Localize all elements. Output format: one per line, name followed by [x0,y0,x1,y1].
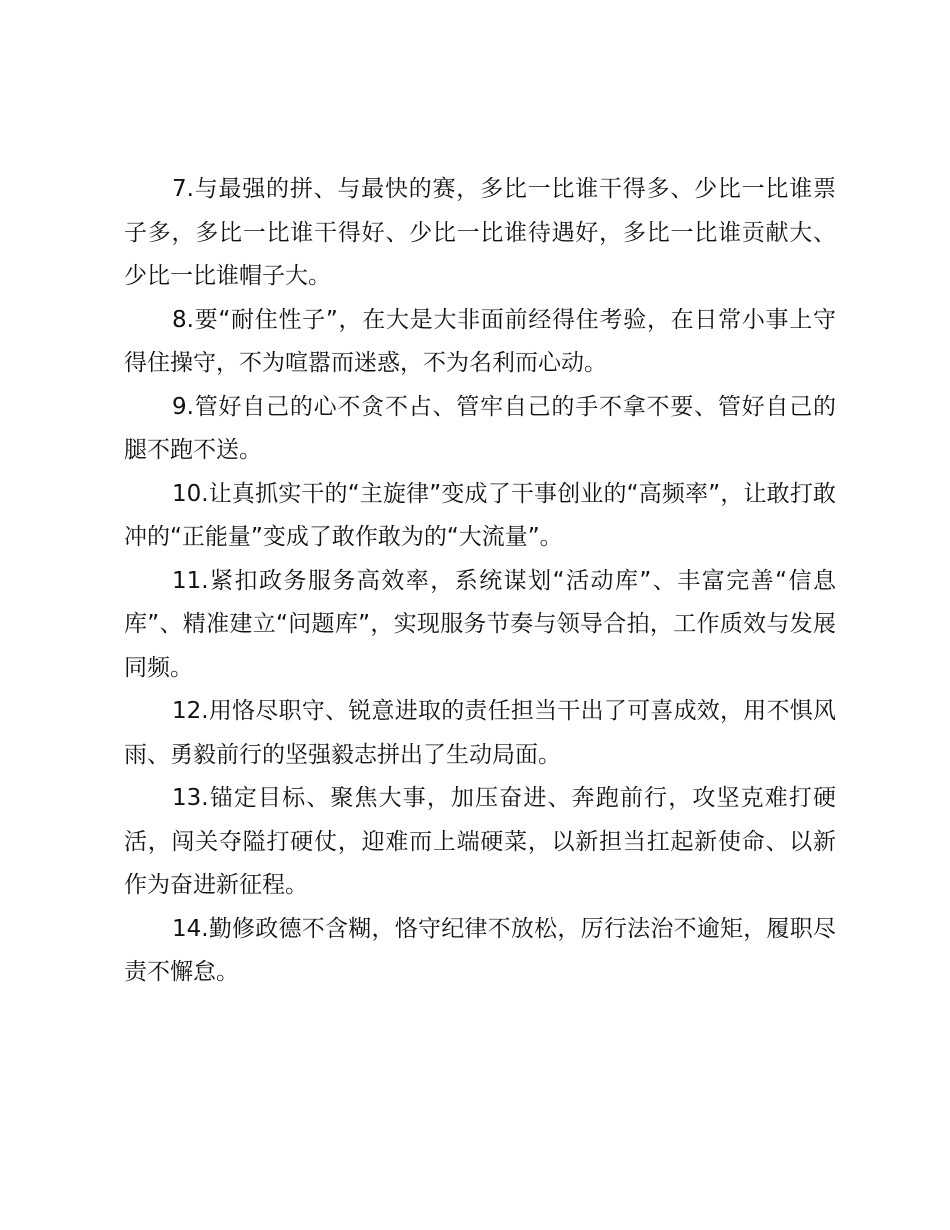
paragraph-14: 14.勤修政德不含糊，恪守纪律不放松，厉行法治不逾矩，履职尽责不懈怠。 [124,915,836,985]
document-body [124,168,836,995]
paragraph-10: 10.让真抓实干的“主旋律”变成了干事创业的“高频率”，让敢打敢冲的“正能量”变成了敢作敢为的“大流量”。 [124,480,836,550]
paragraph-7: 7.与最强的拼、与最快的赛，多比一比谁干得多、少比一比谁票子多，多比一比谁干得好、少比一比谁待遇好，多比一比谁贡献大、少比一比谁帽子大。 [124,176,836,289]
paragraph-11: 11.紧扣政务服务高效率，系统谋划“活动库”、丰富完善“信息库”、精准建立“问题库”，实现服务节奏与领导合拍，工作质效与发展同频。 [124,567,836,681]
paragraph-9: 9.管好自己的心不贪不占、管牢自己的手不拿不要、管好自己的腿不跑不送。 [124,393,836,463]
paragraph-8: 8.要“耐住性子”，在大是大非面前经得住考验，在日常小事上守得住操守，不为喧嚣而迷惑，不为名利而心动。 [124,306,836,376]
paragraph-12: 12.用恪尽职守、锐意进取的责任担当干出了可喜成效，用不惧风雨、勇毅前行的坚强毅志拼出了生动局面。 [124,698,836,768]
paragraph-13: 13.锚定目标、聚焦大事，加压奋进、奔跑前行，攻坚克难打硬活，闯关夺隘打硬仗，迎难而上端硬菜，以新担当扛起新使命、以新作为奋进新征程。 [124,785,836,898]
